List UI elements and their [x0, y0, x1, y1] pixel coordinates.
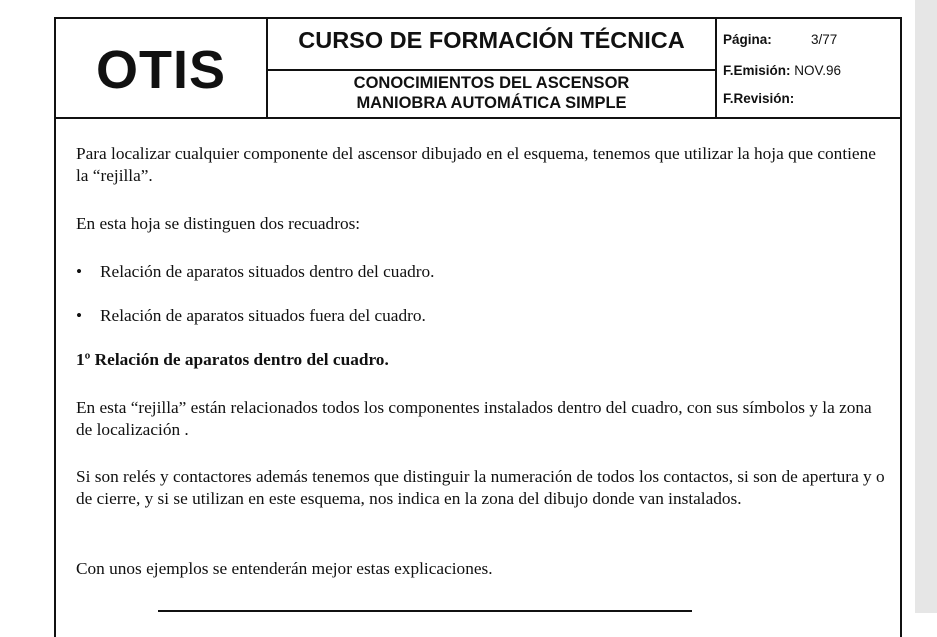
- bullet-item: [76, 261, 434, 283]
- revision-date-row: [723, 91, 794, 106]
- subtitle-line-1: CONOCIMIENTOS DEL ASCENSOR: [353, 74, 630, 92]
- course-title: CURSO DE FORMACIÓN TÉCNICA: [298, 27, 685, 53]
- relays-paragraph: Si son relés y contactores además tenemos que distinguir la numeración de todos los contactos, si son de apertura y o de cierre, y si se utilizan en este esquema, nos indica en la zona del dibujo donde van instalados.: [76, 467, 885, 508]
- page-value: 3/77: [811, 32, 838, 47]
- otis-logo: OTIS: [95, 40, 226, 100]
- emission-label: F.Emisión:: [723, 63, 791, 78]
- page-label: Página:: [723, 32, 772, 47]
- logo-cell: [56, 19, 268, 117]
- examples-paragraph: Con unos ejemplos se entenderán mejor estas explicaciones.: [76, 559, 493, 578]
- document-page: [54, 17, 902, 637]
- bullet-icon: •: [76, 306, 83, 325]
- meta-cell: [717, 19, 900, 117]
- bullet-item: [76, 305, 426, 327]
- boxes-intro-paragraph: En esta hoja se distinguen dos recuadros:: [76, 214, 361, 233]
- grid-paragraph: En esta “rejilla” están relacionados todos los componentes instalados dentro del cuadro, con sus símbolos y la zona de localización .: [76, 398, 872, 439]
- title-cell: [268, 19, 717, 117]
- emission-date-row: [723, 63, 841, 78]
- subtitle-line-2: MANIOBRA AUTOMÁTICA SIMPLE: [356, 94, 627, 112]
- title-divider: [268, 69, 715, 71]
- bullet-icon: •: [76, 262, 83, 281]
- bullet-text: Relación de aparatos situados dentro del cuadro.: [100, 262, 435, 281]
- emission-value: NOV.96: [794, 63, 842, 78]
- revision-label: F.Revisión:: [723, 91, 795, 106]
- intro-paragraph: Para localizar cualquier componente del ascensor dibujado en el esquema, tenemos que utilizar la hoja que contiene la “rejilla”.: [76, 144, 876, 185]
- page-number-row: [723, 32, 838, 47]
- bullet-text: Relación de aparatos situados fuera del cuadro.: [100, 306, 426, 325]
- bottom-divider: [158, 610, 692, 612]
- section-heading: 1º Relación de aparatos dentro del cuadro.: [76, 350, 389, 369]
- document-header: [56, 19, 900, 119]
- scrollbar-track[interactable]: [915, 0, 937, 613]
